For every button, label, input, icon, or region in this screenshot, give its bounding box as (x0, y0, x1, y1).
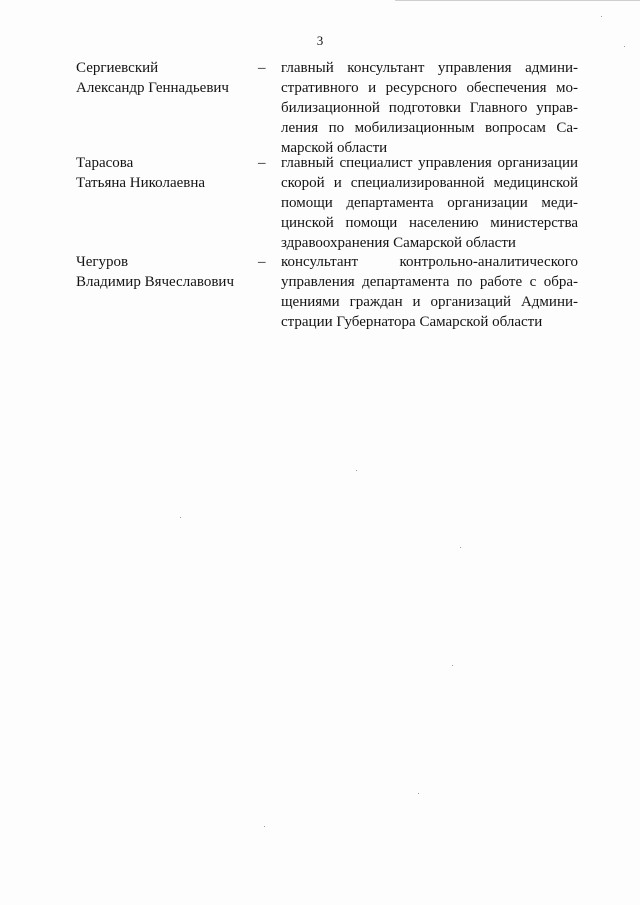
dash-separator: – (258, 60, 266, 76)
person-name (76, 58, 256, 98)
surname: Тарасова (76, 155, 134, 171)
scan-speck (601, 16, 602, 17)
scan-speck (460, 547, 461, 548)
description-line: помощи департамента организации меди- (281, 195, 578, 211)
scan-speck (624, 46, 625, 47)
description-line: консультант контрольно-аналитического (281, 254, 578, 270)
person-name (76, 252, 256, 292)
description-line: билизационной подготовки Главного управ- (281, 100, 578, 116)
scan-edge-line (395, 0, 640, 1)
description-line: главный специалист управления организации (281, 155, 578, 171)
description-line: марской области (281, 140, 388, 156)
description-line: стративного и ресурсного обеспечения мо- (281, 80, 578, 96)
description-line: щениями граждан и организаций Админи- (281, 294, 578, 310)
dash-separator: – (258, 254, 266, 270)
surname: Чегуров (76, 254, 129, 270)
position-description (281, 252, 578, 332)
scan-speck (180, 517, 181, 518)
person-name (76, 153, 256, 193)
scan-speck (264, 826, 265, 827)
page-number: 3 (316, 33, 324, 48)
description-line: здравоохранения Самарской области (281, 235, 516, 251)
scan-speck (356, 470, 357, 471)
description-line: управления департамента по работе с обра- (281, 274, 578, 290)
description-line: главный консультант управления админи- (281, 60, 578, 76)
scan-speck (452, 665, 453, 666)
given-names: Владимир Вячеславович (76, 274, 234, 290)
dash-separator: – (258, 155, 266, 171)
position-description (281, 153, 578, 253)
given-names: Александр Геннадьевич (76, 80, 229, 96)
surname: Сергиевский (76, 60, 159, 76)
description-line: страции Губернатора Самарской области (281, 314, 543, 330)
scan-speck (418, 793, 419, 794)
description-line: скорой и специализированной медицинской (281, 175, 578, 191)
description-line: цинской помощи населению министерства (281, 215, 578, 231)
description-line: ления по мобилизационным вопросам Са- (281, 120, 578, 136)
given-names: Татьяна Николаевна (76, 175, 206, 191)
position-description (281, 58, 578, 158)
